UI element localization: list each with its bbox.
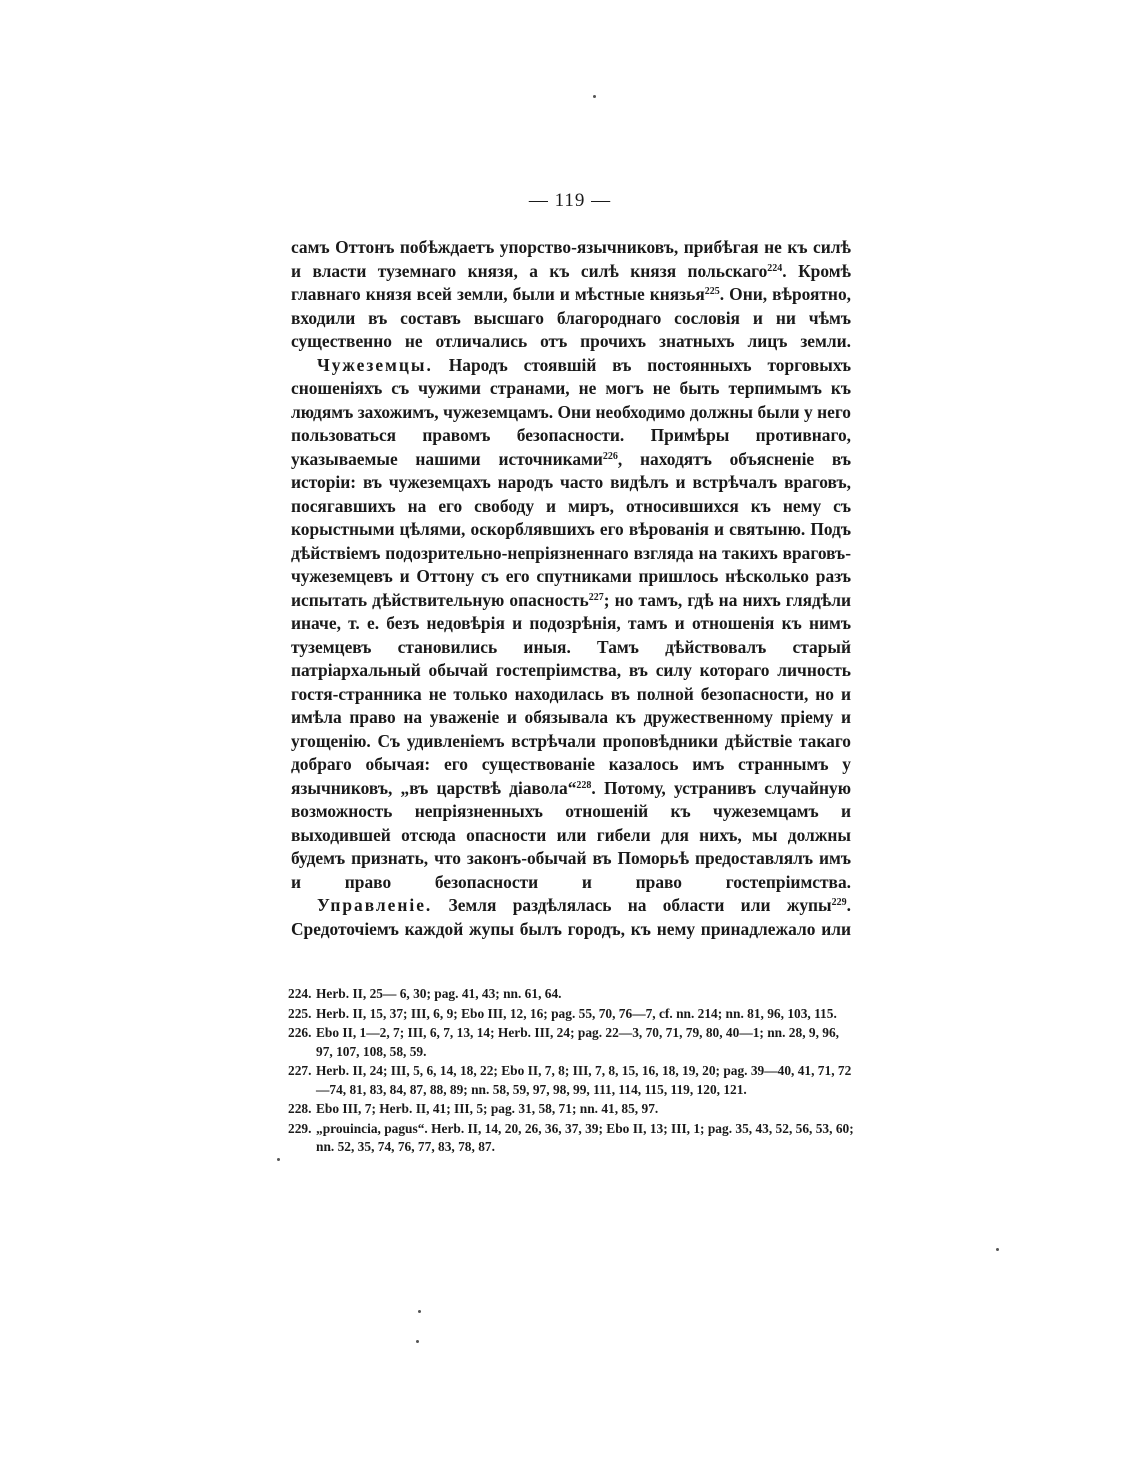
paragraph-text: , находятъ объясненіе въ исторіи: въ чужеземцахъ народъ часто видѣлъ и встрѣчалъ враговъ, посягавшихъ на его свободу и миръ, относившихся къ нему съ корыстными цѣлями, оскорблявшихъ его вѣрованія и святыню. Подъ дѣйствіемъ подозрительно-непріязненнаго взгляда на такихъ враговъ-чужеземцевъ и Оттону съ его спутниками пришлось нѣсколько разъ испытать дѣйствительную опасность bbox=[291, 448, 851, 610]
footnote-number: 229. bbox=[288, 1120, 312, 1136]
footnote-text: Ebo III, 7; Herb. II, 41; III, 5; pag. 31, 58, 71; nn. 41, 85, 97. bbox=[316, 1101, 659, 1116]
footnote bbox=[288, 1120, 854, 1157]
scan-speck bbox=[996, 1248, 999, 1251]
footnote bbox=[288, 1100, 854, 1119]
footnote-ref[interactable]: 224 bbox=[767, 262, 783, 274]
page-number: — 119 — bbox=[528, 190, 612, 211]
footnote-ref[interactable]: 226 bbox=[602, 450, 618, 462]
paragraph-text: ; но тамъ, гдѣ на нихъ глядѣли иначе, т. е. безъ недовѣрія и подозрѣнія, тамъ и отношенія къ нимъ туземцевъ становились иныя. Тамъ дѣйствовалъ старый патріархальный обычай гостепріимства, въ силу котораго личность гостя-странника не только находилась въ полной безопасности, но и имѣла право на уваженіе и обязывала къ дружественному пріему и угощенію. Съ удивленіемъ встрѣчали проповѣдники дѣйствіе такаго добраго обычая: его существованіе казалось имъ страннымъ у язычниковъ, „въ царствѣ діавола“ bbox=[291, 589, 852, 798]
footnote-ref[interactable]: 228 bbox=[576, 779, 592, 791]
footnote-number: 228. bbox=[288, 1101, 312, 1116]
footnote-ref[interactable]: 225 bbox=[704, 286, 720, 297]
footnote-ref[interactable]: 227 bbox=[588, 591, 604, 603]
footnote-number: 224. bbox=[288, 986, 312, 1001]
section-lead: Чужеземцы. bbox=[317, 354, 433, 375]
footnote bbox=[288, 1024, 854, 1061]
footnote-number: 225. bbox=[288, 1005, 312, 1021]
paragraph-text: Земля раздѣлялась на области или жупы bbox=[432, 895, 832, 915]
scan-speck bbox=[418, 1310, 421, 1313]
paragraph-text: Народъ стоявшій въ постоянныхъ торговыхъ сношеніяхъ съ чужими странами, не могъ не быть терпимымъ къ людямъ захожимъ, чужеземцамъ. Они необходимо должны были у него пользоваться правомъ безопасности. Примѣры противнаго, указываемые нашими источниками bbox=[291, 354, 851, 469]
footnote-text: Herb. II, 15, 37; III, 6, 9; Ebo III, 12, 16; pag. 55, 70, 76—7, cf. nn. 214; nn. 81, 96, 103, 115. bbox=[316, 1005, 837, 1021]
paragraph-text: . Кромѣ главнаго князя всей земли, были и мѣстные князья bbox=[291, 260, 851, 304]
scan-speck bbox=[593, 95, 596, 98]
footnote-number: 227. bbox=[288, 1063, 312, 1078]
paragraph-text: . Потому, устранивъ случайную возможность непріязненныхъ отношеній къ чужеземцамъ и выходившей отсюда опасности или гибели для нихъ, мы должны будемъ признать, что законъ-обычай въ Поморьѣ предоставлялъ имъ и право безопасности и право гостепріимства. bbox=[291, 777, 852, 892]
paragraph-text: . Они, вѣроятно, входили въ составъ высшаго благороднаго сословія и ни чѣмъ существенно не отличались отъ прочихъ знатныхъ лицъ земли. bbox=[291, 284, 851, 351]
paragraph-1 bbox=[291, 236, 851, 354]
paragraph-text: самъ Оттонъ побѣждаетъ упорство-язычниковъ, прибѣгая не къ силѣ и власти туземнаго князя, а къ силѣ князя польскаго bbox=[291, 237, 851, 281]
footnote-text: „prouincia, pagus“. Herb. II, 14, 20, 26, 36, 37, 39; Ebo II, 13; III, 1; pag. 35, 43, 52, 56, 53, 60; nn. 52, 35, 74, 76, 77, 83, 78, 87. bbox=[316, 1120, 854, 1154]
scan-speck bbox=[277, 1158, 280, 1161]
footnote-text: Herb. II, 24; III, 5, 6, 14, 18, 22; Ebo II, 7, 8; III, 7, 8, 15, 16, 18, 19, 20; pag. 39—40, 41, 71, 72—74, 81, 83, 84, 87, 88, 89; nn. 58, 59, 97, 98, 99, 111, 114, 115, 119, 120, 121. bbox=[316, 1063, 852, 1097]
footnote bbox=[288, 1005, 854, 1024]
footnote-text: Ebo II, 1—2, 7; III, 6, 7, 13, 14; Herb. III, 24; pag. 22—3, 70, 71, 79, 80, 40—1; nn. 28, 9, 96, 97, 107, 108, 58, 59. bbox=[316, 1025, 840, 1059]
footnote-text: Herb. II, 25— 6, 30; pag. 41, 43; nn. 61, 64. bbox=[316, 986, 562, 1001]
scan-speck bbox=[416, 1340, 419, 1343]
section-lead: Управленіе. bbox=[317, 895, 433, 915]
footnotes bbox=[288, 985, 854, 1158]
paragraph-2 bbox=[291, 354, 851, 895]
footnote bbox=[288, 985, 854, 1004]
paragraph-3 bbox=[291, 894, 851, 941]
main-text bbox=[291, 236, 851, 941]
footnote-number: 226. bbox=[288, 1025, 312, 1040]
footnote-ref[interactable]: 229 bbox=[831, 897, 847, 908]
paragraph-text: . Средоточіемъ каждой жупы былъ городъ, къ нему принадлежало или bbox=[291, 895, 851, 939]
footnote bbox=[288, 1062, 854, 1099]
